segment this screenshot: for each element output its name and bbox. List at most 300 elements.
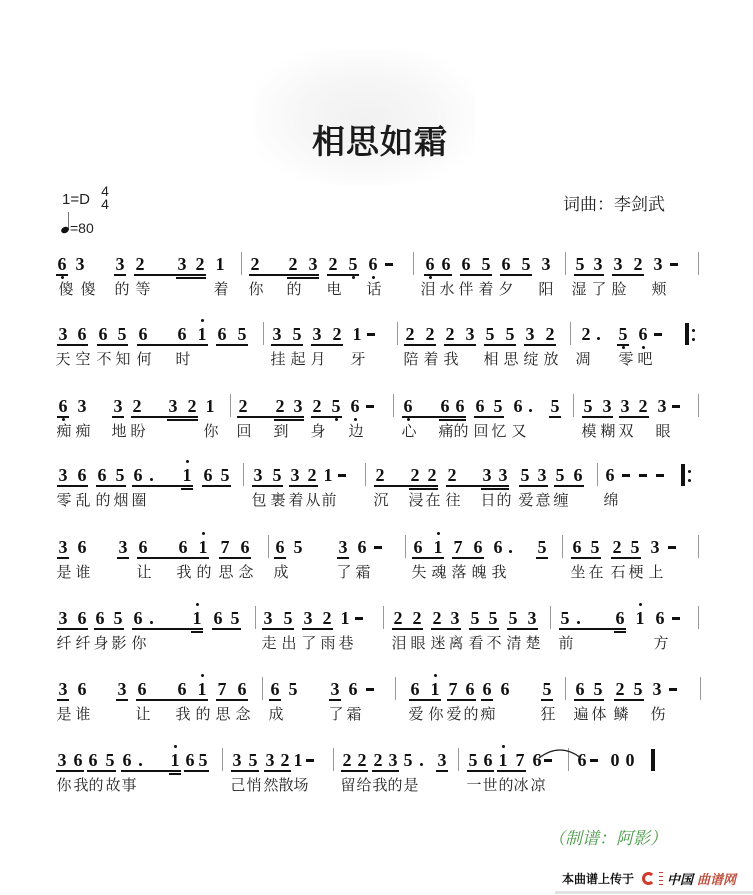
lyric: 往 xyxy=(445,492,461,509)
lyric: 圈 xyxy=(131,492,147,509)
barline xyxy=(698,606,699,629)
lyric: 的 xyxy=(498,777,514,794)
note: 6 xyxy=(95,608,105,628)
note: 3 xyxy=(253,465,263,485)
lyric: 思 xyxy=(218,564,234,581)
note: 6 xyxy=(441,254,451,274)
lyric: 吧 xyxy=(637,351,653,368)
note: 5 xyxy=(481,254,491,274)
lyric: 的 xyxy=(496,492,512,509)
final-barline xyxy=(651,749,655,771)
note: 6 xyxy=(275,537,285,557)
staff-line xyxy=(0,465,753,509)
note: 1 xyxy=(498,750,508,770)
lyric: 雨 xyxy=(320,635,336,652)
note: 6 xyxy=(122,750,132,770)
barline xyxy=(413,252,414,275)
note: 5 xyxy=(593,679,603,699)
lyric: 着 xyxy=(213,281,229,298)
note: 3 xyxy=(77,396,87,416)
beam-underline xyxy=(97,344,128,346)
sustain-dash xyxy=(672,405,680,408)
note: 5 xyxy=(230,608,240,628)
beam-underline xyxy=(57,344,88,346)
note: 3 xyxy=(465,324,475,344)
note: 6 xyxy=(615,608,625,628)
note: 6 xyxy=(605,465,615,485)
note: 3 xyxy=(541,254,551,274)
lyric: 的 xyxy=(114,281,130,298)
note: 5 xyxy=(105,750,115,770)
lyric: 我 xyxy=(443,351,459,368)
note: 3 xyxy=(263,608,273,628)
song-title: 相思如霜 xyxy=(312,123,448,160)
lyric: 零 xyxy=(56,492,72,509)
low-octave-dot xyxy=(372,276,375,279)
note: 3 xyxy=(58,537,68,557)
lyric: 夕 xyxy=(498,281,514,298)
barline xyxy=(255,606,256,629)
lyric: 给 xyxy=(356,777,372,794)
sustain-dash xyxy=(656,474,664,477)
lyric: 石 xyxy=(610,564,626,581)
lyric: 你 xyxy=(248,281,264,298)
note: 6 xyxy=(240,537,250,557)
note: 2 xyxy=(357,750,367,770)
lyric: 电 xyxy=(326,281,342,298)
beam-underline xyxy=(212,628,241,630)
staff-line xyxy=(0,537,753,581)
high-octave-dot xyxy=(434,674,437,677)
note: 3 xyxy=(232,750,242,770)
note: 3 xyxy=(168,396,178,416)
note: 3 xyxy=(113,396,123,416)
note: 6 xyxy=(482,679,492,699)
sustain-dash xyxy=(338,474,346,477)
beam-underline xyxy=(549,416,561,418)
sustain-dash xyxy=(306,759,314,762)
beam-underline xyxy=(447,699,476,701)
beam-underline xyxy=(114,274,126,276)
beam-underline xyxy=(374,485,438,487)
note: 6 xyxy=(57,254,67,274)
note: 2 xyxy=(373,750,383,770)
augmentation-dot xyxy=(577,621,580,624)
note: 6 xyxy=(425,254,435,274)
tempo-marking: =80 xyxy=(70,220,94,236)
note: 5 xyxy=(403,750,413,770)
sustain-dash xyxy=(385,263,393,266)
note: 3 xyxy=(338,537,348,557)
lyric: 放 xyxy=(543,351,559,368)
sustain-dash xyxy=(374,546,382,549)
lyric: 了 xyxy=(328,706,344,723)
barline xyxy=(263,322,264,345)
note: 3 xyxy=(450,608,460,628)
barline xyxy=(241,252,242,275)
note: 6 xyxy=(58,396,68,416)
barline xyxy=(262,677,263,700)
note: 2 xyxy=(405,324,415,344)
note: 5 xyxy=(115,465,125,485)
note: 6 xyxy=(413,537,423,557)
low-octave-dot xyxy=(62,418,65,421)
note: 3 xyxy=(312,324,322,344)
sustain-dash xyxy=(668,546,676,549)
barline xyxy=(333,748,334,771)
note: 2 xyxy=(410,465,420,485)
note: 6 xyxy=(97,465,107,485)
barline xyxy=(268,535,269,558)
lyric: 悄 xyxy=(246,777,262,794)
lyric: 伤 xyxy=(650,706,666,723)
note: 5 xyxy=(117,324,127,344)
note: 3 xyxy=(117,679,127,699)
lyric: 魂 xyxy=(431,564,447,581)
repeat-barline xyxy=(685,323,689,345)
note: 5 xyxy=(293,537,303,557)
beam-underline xyxy=(337,557,349,559)
note: 2 xyxy=(307,465,317,485)
lyric: 模 xyxy=(581,423,597,440)
beam-underline xyxy=(94,628,124,630)
lyric: 不 xyxy=(96,351,112,368)
note: 2 xyxy=(545,324,555,344)
low-octave-dot xyxy=(335,418,338,421)
note: 2 xyxy=(132,396,142,416)
lyric: 起 xyxy=(290,351,306,368)
lyric: 凉 xyxy=(530,777,546,794)
lyric: 清 xyxy=(506,635,522,652)
beam-underline xyxy=(612,274,644,276)
lyric: 失 xyxy=(411,564,427,581)
lyric: 月 xyxy=(310,351,326,368)
lyric: 鳞 xyxy=(613,706,629,723)
beam-underline xyxy=(467,770,494,772)
note: 2 xyxy=(375,465,385,485)
beam-underline xyxy=(409,488,438,490)
note: 5 xyxy=(630,537,640,557)
note: 7 xyxy=(515,750,525,770)
lyric: 天 xyxy=(55,351,71,368)
note: 6 xyxy=(77,324,87,344)
repeat-dot xyxy=(688,479,691,482)
note: 5 xyxy=(633,679,643,699)
note: 3 xyxy=(482,465,492,485)
note: 2 xyxy=(288,254,298,274)
lyric: 糊 xyxy=(600,423,616,440)
lyric: 你 xyxy=(203,423,219,440)
note: 5 xyxy=(560,608,570,628)
lyric: 成 xyxy=(268,706,284,723)
lyric: 散 xyxy=(278,777,294,794)
note: 6 xyxy=(532,750,542,770)
lyric: 绵 xyxy=(603,492,619,509)
note: 1 xyxy=(205,396,215,416)
note: 3 xyxy=(308,254,318,274)
lyric: 回 xyxy=(236,423,252,440)
staff-line xyxy=(0,679,753,723)
high-octave-dot xyxy=(201,674,204,677)
beam-underline xyxy=(237,416,304,418)
lyric: 的 xyxy=(196,564,212,581)
note: 5 xyxy=(292,324,302,344)
note: 5 xyxy=(550,396,560,416)
beam-underline xyxy=(112,416,124,418)
lyric: 颊 xyxy=(651,281,667,298)
note: 6 xyxy=(133,465,143,485)
lyric: 了 xyxy=(591,281,607,298)
beam-underline xyxy=(287,277,319,279)
note: 6 xyxy=(138,537,148,557)
note: 2 xyxy=(393,608,403,628)
lyric: 日 xyxy=(480,492,496,509)
augmentation-dot xyxy=(420,763,423,766)
footer xyxy=(562,869,736,887)
augmentation-dot xyxy=(150,621,153,624)
barline xyxy=(458,748,459,771)
note: 6 xyxy=(133,608,143,628)
note: 1 xyxy=(198,537,208,557)
note: 1 xyxy=(197,679,207,699)
beam-underline xyxy=(216,344,248,346)
barline xyxy=(230,394,231,417)
key-signature: 1=D xyxy=(62,191,90,208)
note: 2 xyxy=(312,396,322,416)
beam-underline xyxy=(269,699,281,701)
note: 3 xyxy=(330,679,340,699)
repeat-dot xyxy=(688,470,691,473)
lyric: 遍 xyxy=(573,706,589,723)
note: 3 xyxy=(58,679,68,699)
lyric: 影 xyxy=(111,635,127,652)
lyric: 念 xyxy=(238,564,254,581)
lyric: 事 xyxy=(121,777,137,794)
lyric: 在 xyxy=(425,492,441,509)
beam-underline xyxy=(614,699,644,701)
beam-underline xyxy=(132,628,203,630)
lyric: 边 xyxy=(348,423,364,440)
note: 3 xyxy=(525,324,535,344)
note: 1 xyxy=(215,254,225,274)
note: 6 xyxy=(638,324,648,344)
note: 6 xyxy=(465,679,475,699)
note: 5 xyxy=(505,324,515,344)
note: 6 xyxy=(575,679,585,699)
site-logo-text-cn: 中国 xyxy=(667,871,694,887)
beam-underline xyxy=(431,628,461,630)
note: 3 xyxy=(58,608,68,628)
note: 2 xyxy=(322,608,332,628)
beam-underline xyxy=(444,344,476,346)
note: 2 xyxy=(432,608,442,628)
low-octave-dot xyxy=(352,276,355,279)
beam-underline xyxy=(469,628,499,630)
augmentation-dot xyxy=(509,550,512,553)
note: 3 xyxy=(650,537,660,557)
note: 3 xyxy=(652,679,662,699)
barline xyxy=(243,463,244,486)
note: 6 xyxy=(98,324,108,344)
augmentation-dot xyxy=(139,763,142,766)
note: 6 xyxy=(357,537,367,557)
note: 2 xyxy=(412,608,422,628)
barline xyxy=(597,463,598,486)
note: 6 xyxy=(77,537,87,557)
note: 6 xyxy=(348,679,358,699)
lyric: 世 xyxy=(482,777,498,794)
barline xyxy=(405,535,406,558)
note: 3 xyxy=(388,750,398,770)
lyric: 看 xyxy=(468,635,484,652)
beam-underline xyxy=(191,631,203,633)
lyric: 眼 xyxy=(410,635,426,652)
lyric: 阳 xyxy=(538,281,554,298)
lyric: 脸 xyxy=(611,281,627,298)
lyric: 浸 xyxy=(408,492,424,509)
note: 6 xyxy=(77,465,87,485)
beam-underline xyxy=(536,557,548,559)
note: 2 xyxy=(427,465,437,485)
lyricist-composer-credit: 词曲：李剑武 xyxy=(563,195,665,214)
note: 6 xyxy=(177,679,187,699)
time-signature-bottom: 4 xyxy=(101,196,109,212)
note: 2 xyxy=(187,396,197,416)
barline xyxy=(698,252,699,275)
lyric: 泪 xyxy=(391,635,407,652)
high-octave-dot xyxy=(202,532,205,535)
beam-underline xyxy=(611,557,641,559)
note: 1 xyxy=(197,324,207,344)
lyric: 湿 xyxy=(571,281,587,298)
beam-underline xyxy=(460,274,492,276)
site-logo-lines-icon xyxy=(659,872,663,885)
note: 3 xyxy=(602,396,612,416)
lyric: 念 xyxy=(235,706,251,723)
staff-line xyxy=(0,324,753,368)
note: 3 xyxy=(437,750,447,770)
lyric: 痛 xyxy=(438,423,454,440)
high-octave-dot xyxy=(437,532,440,535)
sustain-dash xyxy=(366,688,374,691)
lyric: 空 xyxy=(75,351,91,368)
staff-line xyxy=(0,254,753,298)
lyric: 绽 xyxy=(523,351,539,368)
note: 2 xyxy=(447,465,457,485)
lyric: 霜 xyxy=(355,564,371,581)
lyric: 眼 xyxy=(655,423,671,440)
barline xyxy=(395,677,396,700)
beam-underline xyxy=(524,344,556,346)
lyric: 的 xyxy=(95,492,111,509)
note: 5 xyxy=(555,465,565,485)
lyric: 我 xyxy=(372,777,388,794)
beam-underline xyxy=(554,485,584,487)
beam-underline xyxy=(219,557,251,559)
note: 6 xyxy=(455,396,465,416)
note: 6 xyxy=(475,396,485,416)
beam-underline xyxy=(87,770,116,772)
high-octave-dot xyxy=(186,460,189,463)
sustain-dash xyxy=(639,474,647,477)
note: 2 xyxy=(280,750,290,770)
beam-underline xyxy=(96,485,126,487)
lyric: 伴 xyxy=(458,281,474,298)
note: 6 xyxy=(77,679,87,699)
note: 5 xyxy=(537,537,547,557)
lyric: 霜 xyxy=(346,706,362,723)
sustain-dash xyxy=(622,474,630,477)
barline xyxy=(573,394,574,417)
lyric: 傻 xyxy=(80,281,96,298)
high-octave-dot xyxy=(639,603,642,606)
lyric: 挂 xyxy=(270,351,286,368)
beam-underline xyxy=(132,485,193,487)
beam-underline xyxy=(57,699,69,701)
note: 3 xyxy=(115,254,125,274)
lyric: 身 xyxy=(93,635,109,652)
lyric: 谁 xyxy=(75,564,91,581)
barline xyxy=(562,535,563,558)
note: 7 xyxy=(220,537,230,557)
lyric: 凋 xyxy=(575,351,591,368)
note: 7 xyxy=(448,679,458,699)
note: 3 xyxy=(177,254,187,274)
lyric: 痴 xyxy=(480,706,496,723)
beam-underline xyxy=(574,699,604,701)
beam-underline xyxy=(311,344,343,346)
lyric: 的 xyxy=(463,706,479,723)
note: 6 xyxy=(461,254,471,274)
beam-underline xyxy=(500,274,532,276)
note: 0 xyxy=(610,750,620,770)
beam-underline xyxy=(264,770,291,772)
beam-underline xyxy=(484,344,516,346)
lyric: 己 xyxy=(230,777,246,794)
tie-arc xyxy=(538,746,582,760)
note: 5 xyxy=(288,679,298,699)
lyric: 痴 xyxy=(56,423,72,440)
lyric: 是 xyxy=(56,706,72,723)
beam-underline xyxy=(202,485,231,487)
note: 2 xyxy=(342,750,352,770)
beam-underline xyxy=(57,628,88,630)
note: 5 xyxy=(470,608,480,628)
beam-underline xyxy=(181,488,193,490)
repeat-barline xyxy=(681,464,685,486)
note: 6 xyxy=(655,608,665,628)
note: 3 xyxy=(293,396,303,416)
beam-underline xyxy=(582,416,613,418)
low-octave-dot xyxy=(407,418,410,421)
lyric: 思 xyxy=(215,706,231,723)
note: 5 xyxy=(542,679,552,699)
high-octave-dot xyxy=(196,603,199,606)
beam-underline xyxy=(614,631,626,633)
beam-underline xyxy=(274,557,286,559)
arranger-credit: （制谱：阿影） xyxy=(548,829,667,848)
lyric: 的 xyxy=(88,777,104,794)
note: 5 xyxy=(508,608,518,628)
beam-underline xyxy=(372,770,399,772)
lyric: 不 xyxy=(486,635,502,652)
note: 1 xyxy=(433,537,443,557)
beam-underline xyxy=(231,770,259,772)
beam-underline xyxy=(121,770,181,772)
note: 6 xyxy=(473,537,483,557)
note: 3 xyxy=(58,324,68,344)
beam-underline xyxy=(446,485,509,487)
